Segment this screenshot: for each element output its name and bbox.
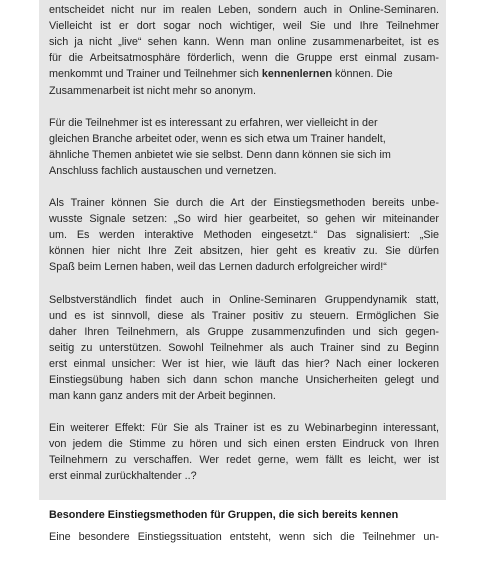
text-line: Als Trainer können Sie durch die Art der Einstiegsmethoden bereits unbe- [49,197,439,210]
text-line: können hier nicht Ihre Zeit absitzen, hier geht es kreativ zu. Sie dürfen [49,245,439,258]
text-run: können. Die [332,68,393,81]
text-line: um. Es werden interaktive Methoden eingesetzt.“ Das signalisiert: „Sie [49,229,439,242]
text-line [49,66,439,82]
paragraph-special-situation [49,529,439,545]
text-line: wusste Signale setzen: „So wird hier gearbeitet, so gehen wir miteinander [49,213,439,226]
text-line: daher Ihren Teilnehmern, als Gruppe zusammenzufinden und sich gegen- [49,325,439,338]
text-line: Einstiegsübung haben sich dann schon manche Unsicherheiten gelegt und [49,373,439,386]
paragraph-trainer-signals [49,195,439,275]
text-line: von jedem die Stimme zu hören und sich einen ersten Eindruck von Ihren [49,438,439,451]
paragraph-participants [49,115,439,179]
paragraph-first-impression [49,0,439,99]
text-line: ähnliche Themen anbietet wie sie selbst. Denn dann können sie sich im [49,148,391,161]
text-line: seitig zu unterstützen. Sowohl Teilnehmer als auch Trainer sind zu Beginn [49,341,439,354]
text-line: entscheidet nicht nur im realen Leben, sondern auch in Online-Seminaren. [49,4,439,17]
text-line: sich ja nicht „live“ sehen kann. Wenn man online zusammenarbeitet, ist es [49,36,439,49]
text-line: erst einmal unsicher: Wer ist hier, wie läuft das hier? Nach einer lockeren [49,357,439,370]
text-line: Eine besondere Einstiegssituation entsteht, wenn sich die Teilnehmer un- [49,530,439,543]
text-line: Für die Teilnehmer ist es interessant zu erfahren, wer vielleicht in der [49,116,378,129]
text-line: gleichen Branche arbeitet oder, wenn es sich etwa um Trainer handelt, [49,132,386,145]
section-heading: Besondere Einstiegsmethoden für Gruppen, die sich bereits kennen [49,508,399,521]
text-line: man kann ganz anders mit der Arbeit beginnen. [49,390,276,403]
text-line: Spaß beim Lernen haben, weil das Lernen dadurch erfolgreicher wird!“ [49,261,387,274]
text-line: Anschluss fachlich austauschen und vernetzen. [49,164,277,177]
text-line: Vielleicht ist er dort sogar noch wichtiger, weil Sie und Ihre Teilnehmer [49,20,439,33]
text-line: Selbstverständlich findet auch in Online-Seminaren Gruppendynamik statt, [49,293,439,306]
document-body [49,0,439,561]
text-line: Teilnehmern zu verschaffen. Wer redet gerne, wem fällt es leicht, wer ist [49,454,439,467]
text-run: menkommt und Trainer und Teilnehmer sich [49,68,262,81]
paragraph-further-effect [49,420,439,484]
text-line: für die Arbeitsatmosphäre förderlich, wenn die Gruppe erst einmal zusam- [49,52,439,65]
paragraph-group-dynamics [49,292,439,405]
bold-term: kennenlernen [261,68,333,81]
text-line: erst einmal zurückhaltender ..? [49,470,197,483]
text-line: Zusammenarbeit ist nicht mehr so anonym. [49,84,257,97]
text-panel [39,0,446,543]
text-line: Ein weiterer Effekt: Für Sie als Trainer ist es zu Webinarbeginn interessant, [49,422,439,435]
text-line: und es ist sinnvoll, diese als Trainer positiv zu steuern. Ermöglichen Sie [49,309,439,322]
